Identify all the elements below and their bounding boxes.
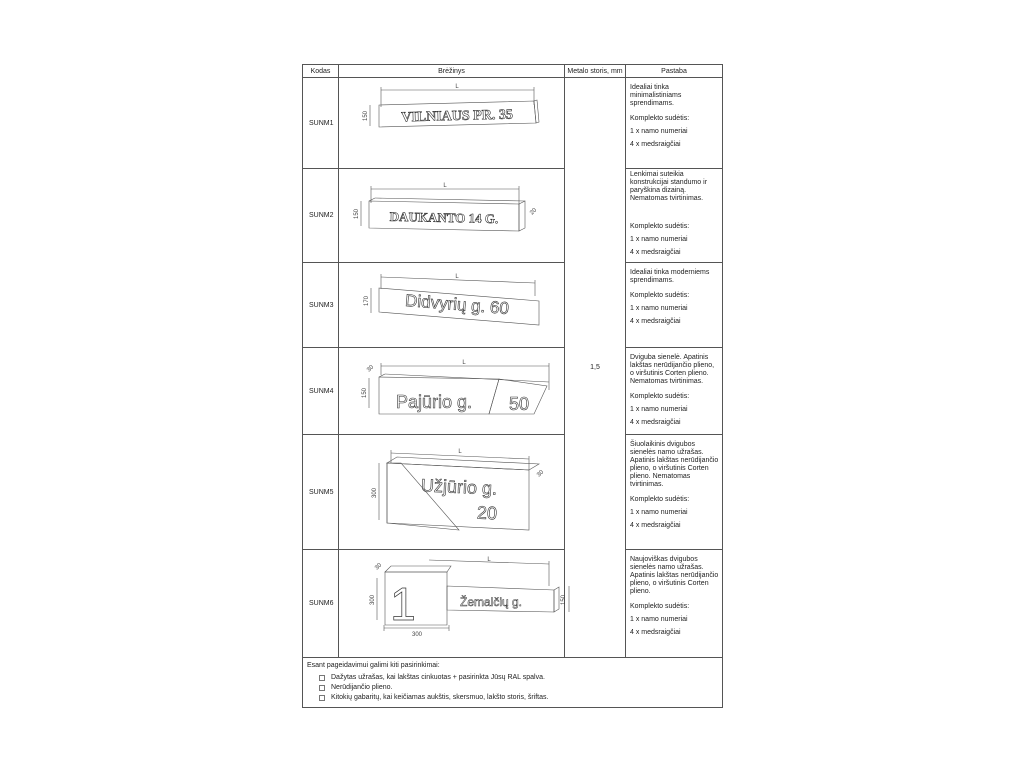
dim-length: L	[487, 557, 491, 563]
checkbox-icon	[319, 695, 325, 701]
drawing-sunm5	[339, 435, 565, 549]
dim-length: L	[458, 449, 462, 455]
note-text: 1 x namo numeriai	[630, 509, 688, 516]
dim-height: 150	[362, 387, 368, 399]
note-text: 4 x medsraigčiai	[630, 522, 681, 529]
dim-height: 300	[372, 487, 378, 499]
note-cell	[626, 550, 723, 658]
note-cell	[626, 435, 723, 550]
dim-height: 170	[364, 295, 370, 307]
plate-text-number: 50	[508, 394, 530, 414]
table-row	[303, 169, 723, 263]
note-text: Naujoviškas dvigubos sienelės namo užrašas. Apatinis lakštas nerūdijančio plieno, o viršutinis Corten plieno.	[630, 556, 719, 595]
dim-width: 300	[411, 632, 423, 638]
drawing-cell	[339, 550, 565, 658]
extras-list	[307, 673, 718, 703]
extras-option: Dažytas užrašas, kai lakštas cinkuotas + pasirinkta Jūsų RAL spalva.	[331, 674, 545, 681]
product-table	[302, 64, 723, 708]
product-code: SUNM5	[303, 435, 339, 550]
thickness-value: 1,5	[565, 78, 626, 658]
header-code: Kodas	[303, 65, 339, 78]
dim-height-2: 150	[561, 594, 567, 606]
plate-text: Žemaičių g.	[459, 595, 523, 609]
plate-number: 1	[390, 578, 416, 630]
drawing-cell	[339, 263, 565, 348]
note-cell	[626, 78, 723, 169]
document-page	[302, 64, 722, 704]
note-text: 1 x namo numeriai	[630, 616, 688, 623]
checkbox-icon	[319, 675, 325, 681]
table-row	[303, 550, 723, 658]
drawing-sunm4	[339, 348, 565, 434]
note-text: 1 x namo numeriai	[630, 305, 688, 312]
dim-depth: 30	[366, 364, 376, 374]
header-thickness: Metalo storis, mm	[565, 65, 626, 78]
extras-cell	[303, 658, 723, 708]
table-row	[303, 348, 723, 435]
note-text: Šiuolaikinis dvigubos sienelės namo užrašas. Apatinis lakštas nerūdijančio plieno, o viršutinis Corten plieno. Nematomas tvirtinimas.	[630, 441, 719, 488]
extras-intro: Esant pageidavimui galimi kiti pasirinkimai:	[307, 662, 440, 669]
table-row	[303, 435, 723, 550]
dim-length: L	[462, 360, 466, 366]
note-text: Komplekto sudėtis:	[630, 393, 690, 400]
drawing-cell	[339, 435, 565, 550]
table-header-row	[303, 65, 723, 78]
note-cell	[626, 348, 723, 435]
dim-length: L	[443, 182, 447, 189]
list-item	[319, 693, 718, 703]
checkbox-icon	[319, 685, 325, 691]
note-text: Idealiai tinka moderniems sprendimams.	[630, 269, 710, 284]
product-code: SUNM1	[303, 78, 339, 169]
plate-text: Didvyrių g. 60	[404, 290, 510, 319]
note-text: Lenkimai suteikia konstrukcijai standumo ir paryškina dizainą. Nematomas tvirtinimas.	[630, 171, 708, 202]
header-drawing: Brėžinys	[339, 65, 565, 78]
dim-height: 300	[370, 594, 376, 606]
note-text: Dviguba sienelė. Apatinis lakštas nerūdijančio plieno, o viršutinis Corten plieno. Nematomas tvirtinimas.	[630, 354, 715, 385]
note-text: Komplekto sudėtis:	[630, 115, 690, 122]
note-text: 4 x medsraigčiai	[630, 629, 681, 636]
note-text: 1 x namo numeriai	[630, 236, 688, 243]
dim-depth: 30	[374, 562, 384, 572]
header-note: Pastaba	[626, 65, 723, 78]
note-text: 1 x namo numeriai	[630, 406, 688, 413]
drawing-sunm3	[339, 263, 565, 347]
table-row	[303, 263, 723, 348]
plate-text: VILNIAUS PR. 35	[401, 107, 514, 126]
list-item	[319, 673, 718, 683]
list-item	[319, 683, 718, 693]
note-text: Komplekto sudėtis:	[630, 496, 690, 503]
dim-length: L	[455, 84, 459, 90]
product-code: SUNM6	[303, 550, 339, 658]
plate-text: DAUKANTO 14 G.	[389, 208, 499, 226]
table-row	[303, 78, 723, 169]
note-text: 4 x medsraigčiai	[630, 419, 681, 426]
note-text: 4 x medsraigčiai	[630, 249, 681, 256]
drawing-sunm2	[339, 171, 565, 261]
note-text: Komplekto sudėtis:	[630, 603, 690, 610]
dim-length: L	[455, 274, 459, 280]
dim-height: 150	[354, 208, 360, 219]
plate-text-street: Užjūrio g.	[420, 475, 498, 499]
product-code: SUNM3	[303, 263, 339, 348]
plate-text-street: Pajūrio g.	[395, 392, 473, 412]
note-text: Idealiai tinka minimalistiniams sprendimams.	[630, 84, 682, 107]
dim-depth: 20	[529, 206, 539, 216]
note-text: 1 x namo numeriai	[630, 128, 688, 135]
dim-height: 150	[363, 110, 369, 122]
extras-option: Kitokių gabaritų, kai keičiamas aukštis, skersmuo, lakšto storis, šriftas.	[331, 694, 549, 701]
extras-row	[303, 658, 723, 708]
note-text: 4 x medsraigčiai	[630, 318, 681, 325]
note-text: Komplekto sudėtis:	[630, 223, 690, 230]
extras-option: Nerūdijančio plieno.	[331, 684, 393, 691]
drawing-cell	[339, 348, 565, 435]
drawing-cell	[339, 78, 565, 169]
product-code: SUNM4	[303, 348, 339, 435]
product-code: SUNM2	[303, 169, 339, 263]
note-cell	[626, 263, 723, 348]
note-cell	[626, 169, 723, 263]
drawing-cell	[339, 169, 565, 263]
drawing-sunm6	[339, 550, 565, 657]
plate-text-number: 20	[476, 502, 498, 524]
dim-depth: 30	[536, 469, 546, 479]
drawing-sunm1	[339, 78, 565, 168]
note-text: 4 x medsraigčiai	[630, 141, 681, 148]
note-text: Komplekto sudėtis:	[630, 292, 690, 299]
